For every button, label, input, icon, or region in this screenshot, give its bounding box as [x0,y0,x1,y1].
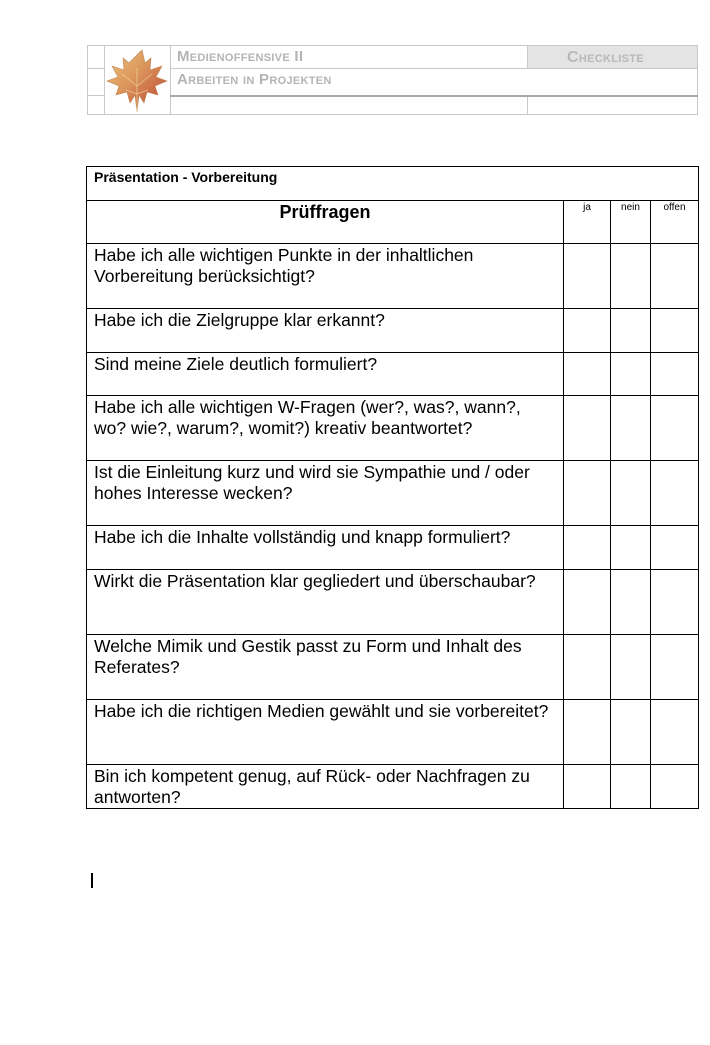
answer-cell-ja[interactable] [564,635,611,700]
answer-cell-ja[interactable] [564,396,611,461]
answer-cell-nein[interactable] [611,396,651,461]
answer-cell-offen[interactable] [651,461,699,526]
question-text: Habe ich die Inhalte vollständig und knapp formuliert? [87,526,564,570]
question-text: Wirkt die Präsentation klar gegliedert und überschaubar? [87,570,564,635]
checklist-table [86,166,699,809]
answer-cell-ja[interactable] [564,765,611,809]
question-text: Ist die Einleitung kurz und wird sie Sympathie und / oder hohes Interesse wecken? [87,461,564,526]
program-title: Medienoffensive II [177,48,304,65]
table-title: Präsentation - Vorbereitung [87,167,699,201]
question-text: Habe ich alle wichtigen W-Fragen (wer?, was?, wann?, wo? wie?, warum?, womit?) kreativ beantwortet? [87,396,564,461]
answer-cell-nein[interactable] [611,765,651,809]
answer-cell-ja[interactable] [564,353,611,396]
answer-cell-nein[interactable] [611,635,651,700]
answer-cell-ja[interactable] [564,461,611,526]
answer-cell-nein[interactable] [611,244,651,309]
answer-cell-ja[interactable] [564,244,611,309]
answer-cell-offen[interactable] [651,700,699,765]
answer-cell-offen[interactable] [651,309,699,353]
answer-cell-nein[interactable] [611,700,651,765]
table-row [87,309,699,353]
answer-cell-offen[interactable] [651,396,699,461]
answer-cell-offen[interactable] [651,244,699,309]
table-row [87,765,699,809]
table-row [87,244,699,309]
answer-cell-offen[interactable] [651,570,699,635]
text-cursor[interactable] [91,873,93,888]
table-row [87,635,699,700]
question-text: Bin ich kompetent genug, auf Rück- oder Nachfragen zu antworten? [87,765,564,809]
table-row [87,353,699,396]
answer-cell-nein[interactable] [611,461,651,526]
maple-leaf-icon [104,46,170,114]
answer-cell-nein[interactable] [611,526,651,570]
table-title-row [87,167,699,201]
column-header-offen: offen [651,201,699,244]
answer-cell-offen[interactable] [651,526,699,570]
answer-cell-offen[interactable] [651,765,699,809]
answer-cell-offen[interactable] [651,635,699,700]
answer-cell-ja[interactable] [564,700,611,765]
document-type-label: Checkliste [567,49,644,66]
question-text: Habe ich alle wichtigen Punkte in der inhaltlichen Vorbereitung berücksichtigt? [87,244,564,309]
answer-cell-nein[interactable] [611,353,651,396]
answer-cell-offen[interactable] [651,353,699,396]
answer-cell-ja[interactable] [564,309,611,353]
answer-cell-ja[interactable] [564,526,611,570]
questions-column-header: Prüffragen [87,201,564,244]
question-text: Habe ich die Zielgruppe klar erkannt? [87,309,564,353]
question-text: Welche Mimik und Gestik passt zu Form und Inhalt des Referates? [87,635,564,700]
table-row [87,526,699,570]
table-row [87,570,699,635]
table-row [87,700,699,765]
table-row [87,396,699,461]
answer-cell-nein[interactable] [611,309,651,353]
column-header-ja: ja [564,201,611,244]
table-header-row [87,201,699,244]
answer-cell-nein[interactable] [611,570,651,635]
document-header [87,45,698,115]
answer-cell-ja[interactable] [564,570,611,635]
table-row [87,461,699,526]
question-text: Sind meine Ziele deutlich formuliert? [87,353,564,396]
topic-title: Arbeiten in Projekten [177,71,332,88]
column-header-nein: nein [611,201,651,244]
question-text: Habe ich die richtigen Medien gewählt und sie vorbereitet? [87,700,564,765]
